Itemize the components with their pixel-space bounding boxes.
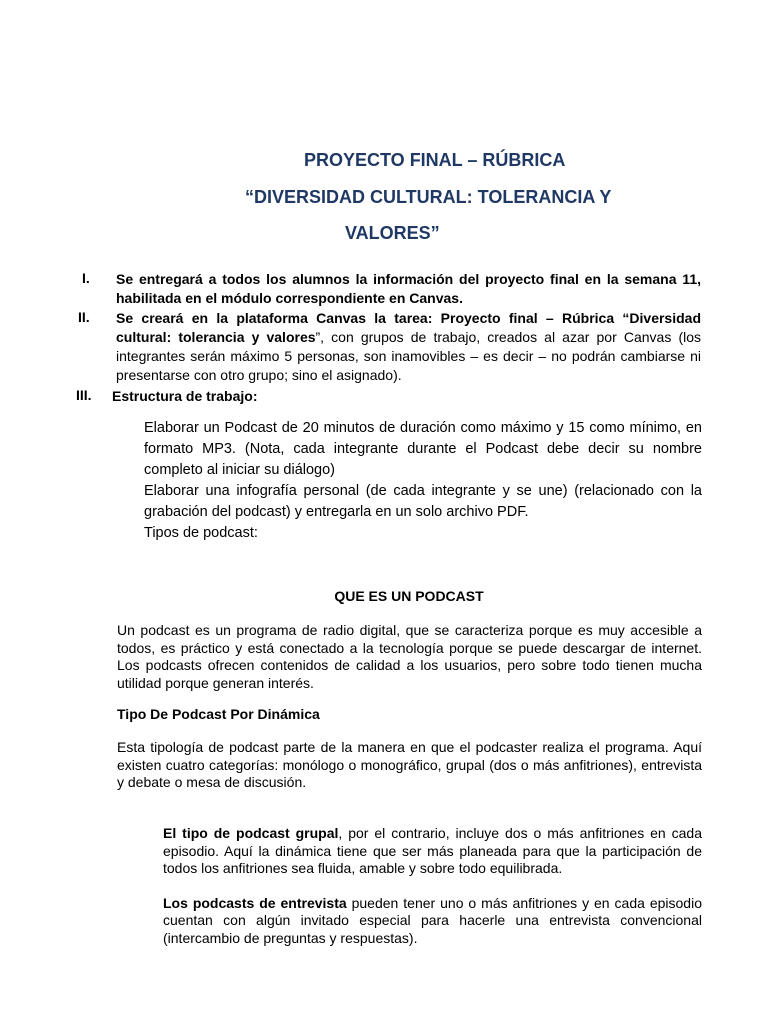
bullet-icon (120, 481, 144, 523)
roman-number-1: I. (82, 270, 90, 286)
roman-item-2-bold: Se creará en la plataforma Canvas la tarea: Proyecto final – Rúbrica “Diversidad cultural: tolerancia y valores (116, 310, 701, 345)
bullet-icon (140, 825, 163, 878)
list-item (140, 895, 702, 948)
roman-item-2-text (116, 309, 701, 385)
document-title-line-3: VALORES” (345, 223, 440, 243)
podcast-type-name: Los podcasts de entrevista (163, 894, 347, 911)
roman-item-3-text: Estructura de trabajo: (112, 388, 258, 404)
bullet-icon (120, 418, 144, 481)
bullet-text: Elaborar un Podcast de 20 minutos de duración como máximo y 15 como mínimo, en formato MP3. (Nota, cada integrante durante el Podcast debe decir su nombre completo al iniciar su diálogo) (144, 420, 702, 478)
document-title-line-2: “DIVERSIDAD CULTURAL: TOLERANCIA Y (245, 187, 612, 207)
bullet-icon (140, 895, 163, 948)
section-title: QUE ES UN PODCAST (334, 588, 484, 604)
podcast-typology-paragraph: Esta tipología de podcast parte de la manera en que el podcaster realiza el programa. Aquí existen cuatro categorías: monólogo o monográfico, grupal (dos o más anfitriones), entrevista y debate o mesa de discusión. (117, 739, 702, 790)
podcast-type-description: pueden tener uno o más anfitriones y en cada episodio cuentan con algún invitado especial para hacerle una entrevista convencional (intercambio de preguntas y respuestas). (163, 894, 702, 946)
podcast-definition-paragraph: Un podcast es un programa de radio digital, que se caracteriza porque es muy accesible a todos, es práctico y está conectado a la tecnología porque se puede descargar de internet. Los podcasts ofrecen contenidos de calidad a los usuarios, pero sobre todo tienen mucha utilidad porque generan interés. (117, 622, 702, 691)
roman-number-2: II. (78, 309, 90, 325)
structure-bullet-list (120, 418, 702, 544)
podcast-types-list (140, 825, 702, 964)
podcast-type-description: , por el contrario, incluye dos o más anfitriones en cada episodio. Aquí la dinámica tiene que ser más planeada para que la participación de todos los anfitriones sea fluida, amable y sobre todo equilibrada. (163, 825, 703, 876)
roman-item-1-text: Se entregará a todos los alumnos la información del proyecto final en la semana 11, habilitada en el módulo correspondiente en Canvas. (116, 271, 701, 306)
podcast-type-name: El tipo de podcast grupal (163, 825, 339, 841)
document-title-line-1: PROYECTO FINAL – RÚBRICA (304, 150, 566, 170)
bullet-text: Tipos de podcast: (144, 525, 258, 541)
list-item (140, 825, 702, 878)
subsection-title: Tipo De Podcast Por Dinámica (117, 706, 320, 722)
bullet-text: Elaborar una infografía personal (de cada integrante y se une) (relacionado con la grabación del podcast) y entregarla en un solo archivo PDF. (144, 483, 702, 520)
list-item (120, 481, 702, 523)
bullet-icon (120, 523, 144, 544)
podcast-type-text (163, 895, 702, 948)
roman-item-2-normal: ”, con grupos de trabajo, creados al azar por Canvas (los integrantes serán máximo 5 personas, son inamovibles – es decir – no podrán cambiarse ni presentarse con otro grupo; sino el asignado). (116, 329, 701, 383)
podcast-type-text (163, 825, 702, 878)
list-item (120, 418, 702, 481)
roman-number-3: III. (76, 387, 92, 403)
list-item (120, 523, 702, 544)
